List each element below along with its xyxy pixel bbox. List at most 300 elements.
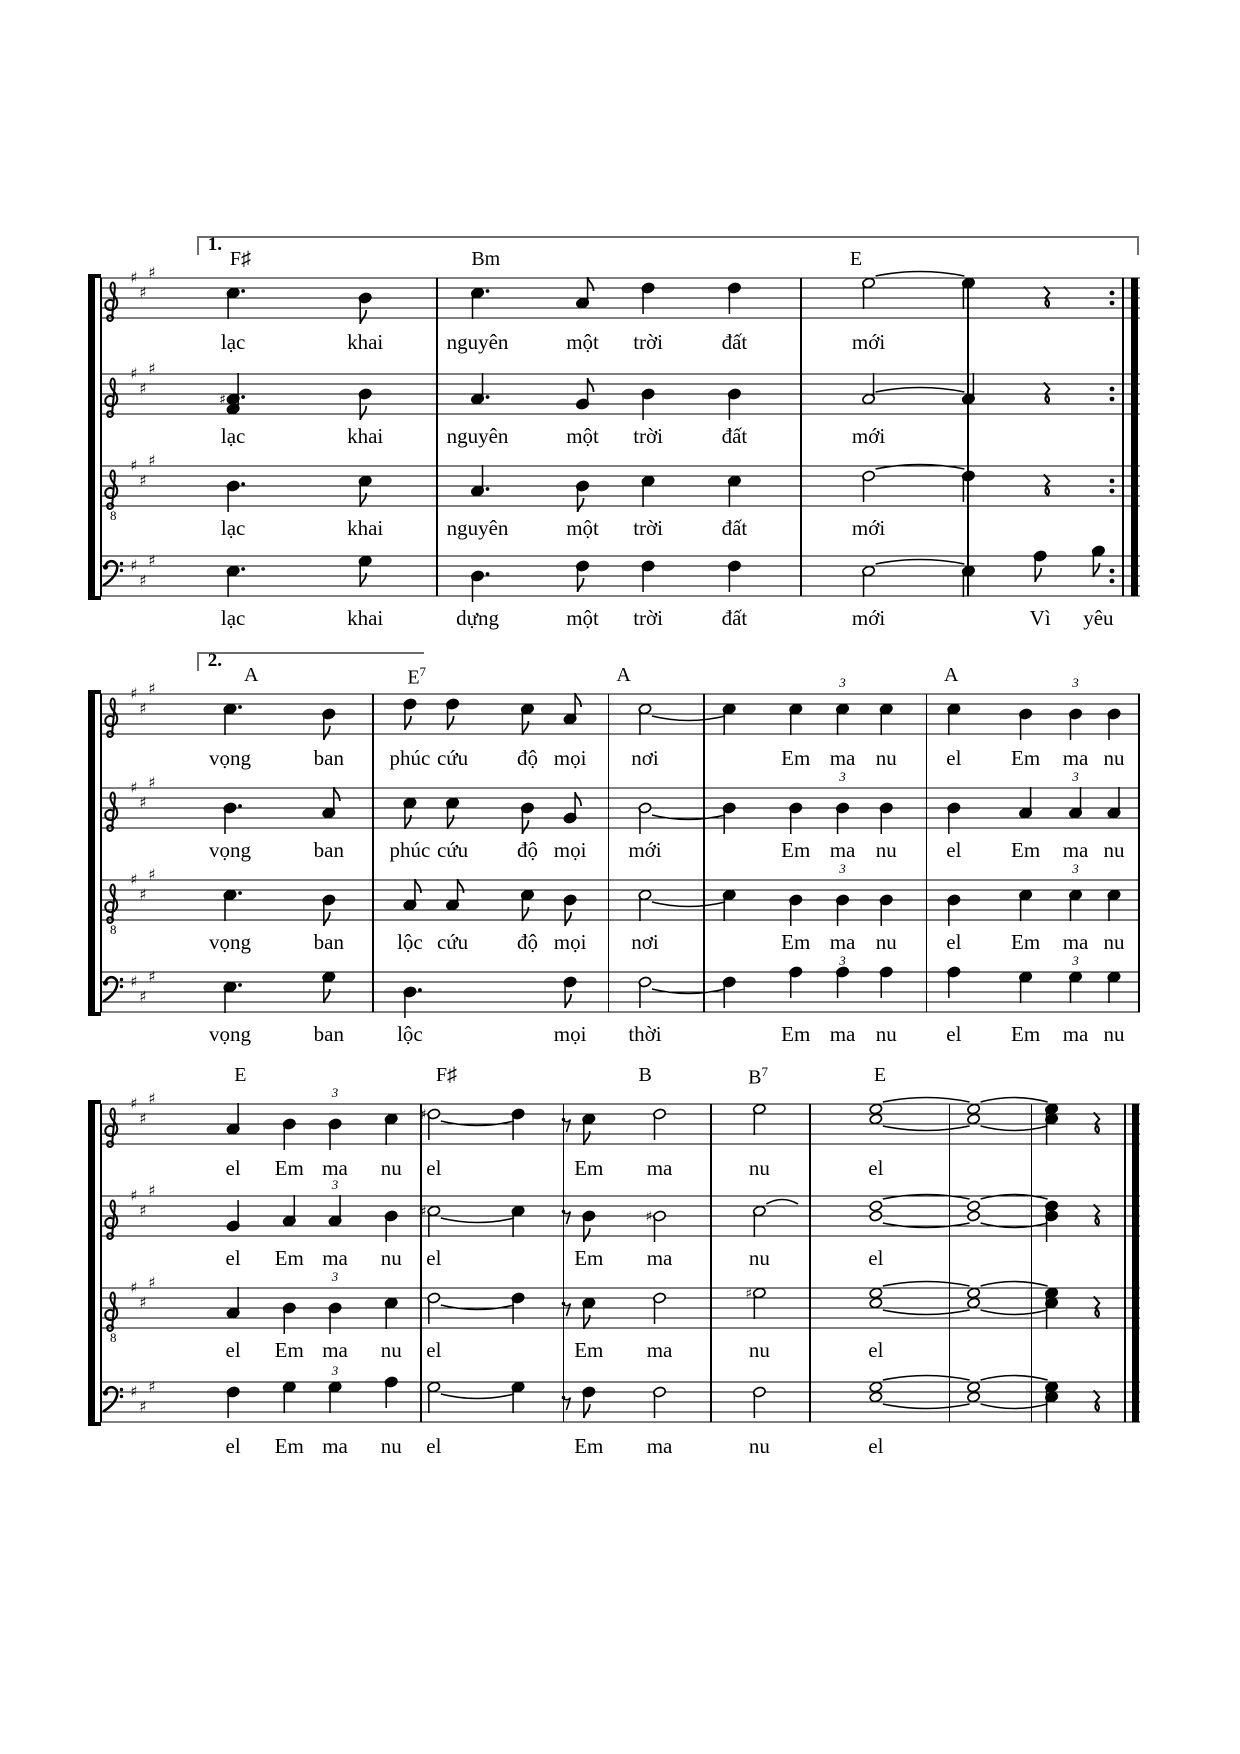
note-icon bbox=[226, 1287, 240, 1319]
lyric-syllable: khai bbox=[347, 330, 384, 354]
triplet-number: 3 bbox=[331, 1363, 339, 1378]
key-signature-sharp-icon: ♯ bbox=[148, 359, 156, 378]
system-bracket bbox=[88, 694, 95, 1012]
lyric-syllable: nguyên bbox=[446, 516, 509, 540]
lyrics-row bbox=[100, 1338, 1140, 1368]
lyric-syllable: vọng bbox=[209, 746, 251, 770]
lyric-syllable: Em bbox=[781, 930, 811, 954]
lyric-syllable: một bbox=[566, 424, 599, 448]
lyric-syllable: el bbox=[868, 1246, 884, 1270]
note-icon bbox=[420, 1204, 441, 1237]
staff bbox=[100, 953, 1140, 1014]
lyrics-row bbox=[100, 1156, 1140, 1186]
key-signature-sharp-icon: ♯ bbox=[139, 885, 147, 904]
lyric-syllable: trời bbox=[633, 424, 663, 448]
key-signature-sharp-icon: ♯ bbox=[148, 773, 156, 792]
note-icon bbox=[563, 693, 581, 725]
key-signature-sharp-icon: ♯ bbox=[139, 379, 147, 398]
lyric-syllable: Em bbox=[274, 1156, 304, 1180]
lyric-syllable: phúc bbox=[389, 838, 431, 862]
note-icon bbox=[869, 1200, 883, 1222]
staff bbox=[100, 769, 1140, 830]
key-signature-sharp-icon: ♯ bbox=[139, 471, 147, 490]
lyric-syllable: ma bbox=[1062, 1022, 1089, 1046]
lyric-syllable: nu bbox=[380, 1338, 402, 1362]
note-icon bbox=[1019, 971, 1033, 1003]
chord-symbol: E bbox=[234, 1064, 247, 1086]
volta-bracket bbox=[197, 236, 1139, 255]
tie-slur bbox=[981, 1195, 1048, 1200]
tie-slur bbox=[876, 388, 965, 393]
lyrics-row bbox=[100, 838, 1140, 868]
note-icon bbox=[962, 277, 976, 309]
key-signature-sharp-icon: ♯ bbox=[148, 679, 156, 698]
lyric-syllable: ma bbox=[322, 1338, 348, 1362]
note-icon bbox=[446, 879, 464, 911]
lyric-syllable: độ bbox=[516, 746, 538, 770]
lyric-syllable: nu bbox=[748, 1434, 770, 1458]
lyric-syllable: ban bbox=[313, 1022, 344, 1046]
lyric-syllable: đất bbox=[721, 606, 748, 630]
lyric-syllable: ma bbox=[1062, 746, 1089, 770]
lyric-syllable: Em bbox=[274, 1338, 304, 1362]
bass-clef-icon bbox=[103, 1387, 123, 1411]
staff bbox=[100, 263, 1140, 320]
tie-slur bbox=[883, 1310, 970, 1315]
lyric-syllable: mới bbox=[851, 516, 886, 540]
note-icon bbox=[358, 475, 372, 507]
lyric-syllable: vọng bbox=[209, 930, 251, 954]
lyric-syllable: cứu bbox=[436, 838, 469, 862]
lyric-syllable: đất bbox=[721, 424, 748, 448]
lyric-syllable: el bbox=[426, 1434, 442, 1458]
note-icon bbox=[1069, 787, 1083, 819]
note-icon bbox=[753, 1205, 767, 1237]
tie-slur bbox=[652, 902, 725, 907]
note-icon bbox=[427, 1381, 441, 1413]
lyric-syllable: lộc bbox=[397, 930, 423, 954]
key-signature-sharp-icon: ♯ bbox=[139, 1109, 147, 1128]
tie-slur bbox=[876, 560, 965, 565]
lyric-syllable: Em bbox=[1011, 838, 1041, 862]
volta-label: 1. bbox=[207, 234, 222, 255]
quarter-rest-icon bbox=[1094, 1205, 1099, 1225]
note-icon bbox=[962, 565, 976, 597]
chord-symbol: A bbox=[616, 664, 631, 686]
note-icon bbox=[521, 703, 535, 735]
lyric-syllable: lạc bbox=[220, 516, 246, 540]
lyrics-row bbox=[100, 516, 1140, 546]
lyric-syllable: nu bbox=[380, 1156, 402, 1180]
tie-slur bbox=[652, 716, 725, 721]
note-icon bbox=[862, 373, 876, 405]
staff bbox=[100, 1363, 1140, 1424]
sharp-accidental-icon: ♯ bbox=[745, 1286, 753, 1302]
tie-slur bbox=[441, 1218, 514, 1223]
lyric-syllable: Em bbox=[781, 1022, 811, 1046]
tie-slur bbox=[883, 1126, 970, 1131]
tie-slur bbox=[883, 1404, 970, 1409]
chord-symbol: $B^7$ bbox=[748, 1064, 768, 1089]
lyric-syllable: lạc bbox=[220, 424, 246, 448]
lyric-syllable: Em bbox=[1011, 746, 1041, 770]
lyric-syllable: đất bbox=[721, 330, 748, 354]
eighth-rest-icon bbox=[562, 1302, 571, 1316]
note-icon bbox=[947, 703, 961, 735]
lyric-syllable: trời bbox=[633, 516, 663, 540]
note-icon bbox=[223, 703, 242, 735]
lyric-syllable: Em bbox=[1011, 1022, 1041, 1046]
lyric-syllable: ma bbox=[829, 838, 856, 862]
lyric-syllable: ma bbox=[646, 1246, 673, 1270]
system-bracket bbox=[88, 278, 95, 596]
eighth-rest-icon bbox=[562, 1396, 571, 1410]
lyric-syllable: ma bbox=[646, 1434, 673, 1458]
key-signature-sharp-icon: ♯ bbox=[148, 551, 156, 570]
tie-slur bbox=[876, 465, 965, 470]
lyric-syllable: Em bbox=[781, 746, 811, 770]
tie-slur bbox=[441, 1394, 514, 1399]
note-icon bbox=[322, 971, 336, 1003]
lyric-syllable: Em bbox=[274, 1434, 304, 1458]
lyric-syllable: phúc bbox=[389, 746, 431, 770]
key-signature-sharp-icon: ♯ bbox=[148, 263, 156, 282]
staff bbox=[100, 1085, 1140, 1146]
key-signature-sharp-icon: ♯ bbox=[130, 972, 138, 991]
lyric-syllable: lạc bbox=[220, 330, 246, 354]
triplet-number: 3 bbox=[1072, 675, 1079, 690]
lyric-syllable: Em bbox=[574, 1338, 604, 1362]
tie-slur bbox=[883, 1223, 970, 1228]
lyrics-row bbox=[100, 1434, 1140, 1464]
triplet-number: 3 bbox=[331, 1085, 339, 1100]
note-icon bbox=[862, 277, 876, 309]
lyric-syllable: mọi bbox=[553, 838, 587, 862]
triplet-number: 3 bbox=[1072, 953, 1079, 968]
lyric-syllable: nu bbox=[875, 1022, 897, 1046]
quarter-rest-icon bbox=[1094, 1391, 1099, 1411]
note-icon bbox=[384, 1113, 398, 1145]
quarter-rest-icon bbox=[1044, 287, 1049, 307]
note-icon bbox=[1092, 545, 1106, 577]
lyric-syllable: cứu bbox=[436, 930, 469, 954]
lyric-syllable: el bbox=[946, 1022, 962, 1046]
key-signature-sharp-icon: ♯ bbox=[139, 987, 147, 1006]
system-1 bbox=[100, 236, 1140, 650]
lyric-syllable: nu bbox=[875, 746, 897, 770]
lyric-syllable: el bbox=[426, 1156, 442, 1180]
eighth-rest-icon bbox=[562, 1118, 571, 1132]
note-icon bbox=[862, 565, 876, 597]
octave-8-label: 8 bbox=[110, 1330, 117, 1345]
lyric-syllable: nu bbox=[875, 838, 897, 862]
triplet-number: 3 bbox=[839, 861, 846, 876]
note-icon bbox=[511, 1205, 525, 1237]
lyric-syllable: Em bbox=[574, 1246, 604, 1270]
note-icon bbox=[1069, 889, 1083, 921]
triplet-number: 3 bbox=[839, 675, 846, 690]
quarter-rest-icon bbox=[1094, 1297, 1099, 1317]
key-signature-sharp-icon: ♯ bbox=[130, 556, 138, 575]
lyric-syllable: mới bbox=[628, 838, 662, 862]
tie-slur bbox=[981, 1310, 1048, 1315]
note-icon bbox=[576, 277, 594, 309]
key-signature-sharp-icon: ♯ bbox=[130, 1278, 138, 1297]
note-icon bbox=[471, 287, 490, 319]
chord-symbol: F♯ bbox=[435, 1064, 457, 1086]
lyric-syllable: mới bbox=[851, 424, 886, 448]
tie-slur bbox=[652, 989, 725, 994]
lyric-syllable: vọng bbox=[209, 838, 251, 862]
key-signature-sharp-icon: ♯ bbox=[139, 793, 147, 812]
note-icon bbox=[962, 373, 976, 405]
tie-slur bbox=[652, 815, 725, 820]
note-icon bbox=[582, 1113, 596, 1145]
chord-symbol: A bbox=[244, 664, 259, 686]
note-icon bbox=[722, 889, 736, 921]
tie-slur bbox=[883, 1098, 970, 1103]
note-icon bbox=[1019, 787, 1033, 819]
note-icon bbox=[1107, 787, 1121, 819]
lyric-syllable: yêu bbox=[1083, 606, 1114, 630]
lyric-syllable: nơi bbox=[631, 930, 659, 954]
lyric-syllable: Vì bbox=[1029, 606, 1051, 630]
lyric-syllable: el bbox=[225, 1246, 241, 1270]
key-signature-sharp-icon: ♯ bbox=[130, 1382, 138, 1401]
triplet-number: 3 bbox=[839, 769, 846, 784]
key-signature-sharp-icon: ♯ bbox=[148, 865, 156, 884]
staff bbox=[100, 1269, 1140, 1345]
lyric-syllable: Em bbox=[1011, 930, 1041, 954]
staff bbox=[100, 551, 1140, 598]
lyrics-row bbox=[100, 606, 1140, 636]
key-signature-sharp-icon: ♯ bbox=[148, 1273, 156, 1292]
lyrics-row bbox=[100, 424, 1140, 454]
lyric-syllable: nu bbox=[1103, 746, 1125, 770]
chord-symbol: E bbox=[873, 1064, 887, 1086]
triplet-number: 3 bbox=[1072, 769, 1079, 784]
key-signature-sharp-icon: ♯ bbox=[130, 870, 138, 889]
lyric-syllable: đất bbox=[721, 516, 748, 540]
tie-slur bbox=[981, 1404, 1048, 1409]
key-signature-sharp-icon: ♯ bbox=[139, 1293, 147, 1312]
note-icon bbox=[282, 1195, 296, 1227]
lyric-syllable: ban bbox=[313, 930, 344, 954]
lyric-syllable: ma bbox=[322, 1156, 348, 1180]
bass-clef-icon bbox=[103, 977, 123, 1001]
tie-slur bbox=[981, 1126, 1048, 1131]
lyric-syllable: el bbox=[426, 1338, 442, 1362]
triplet-number: 3 bbox=[1072, 861, 1079, 876]
note-icon bbox=[403, 797, 417, 829]
lyric-syllable: nơi bbox=[631, 746, 659, 770]
lyric-syllable: el bbox=[946, 838, 962, 862]
tie-slur bbox=[883, 1282, 970, 1287]
staff bbox=[100, 1177, 1140, 1238]
lyric-syllable: el bbox=[225, 1434, 241, 1458]
lyric-syllable: ma bbox=[646, 1338, 673, 1362]
lyric-syllable: el bbox=[225, 1156, 241, 1180]
octave-8-label: 8 bbox=[110, 508, 117, 523]
lyric-syllable: el bbox=[426, 1246, 442, 1270]
lyric-syllable: el bbox=[868, 1434, 884, 1458]
lyric-syllable: ma bbox=[829, 746, 856, 770]
lyric-syllable: mới bbox=[851, 606, 886, 630]
note-icon bbox=[582, 1297, 596, 1329]
note-icon bbox=[641, 475, 655, 507]
tie-slur bbox=[981, 1223, 1048, 1228]
lyric-syllable: dựng bbox=[456, 606, 499, 630]
system-bracket bbox=[88, 1104, 95, 1422]
key-signature-sharp-icon: ♯ bbox=[130, 268, 138, 287]
sharp-accidental-icon: ♯ bbox=[419, 1204, 427, 1220]
lyric-syllable: ban bbox=[313, 838, 344, 862]
lyric-syllable: nu bbox=[1103, 930, 1125, 954]
lyric-syllable: thời bbox=[628, 1022, 662, 1046]
lyric-syllable: ma bbox=[322, 1246, 348, 1270]
quarter-rest-icon bbox=[1044, 475, 1049, 495]
note-icon bbox=[753, 1103, 767, 1135]
chord-symbol: F♯ bbox=[229, 248, 252, 270]
note-icon bbox=[879, 703, 893, 735]
lyric-syllable: el bbox=[868, 1338, 884, 1362]
lyric-syllable: nguyên bbox=[446, 330, 509, 354]
lyric-syllable: nu bbox=[748, 1156, 770, 1180]
lyric-syllable: nguyên bbox=[446, 424, 509, 448]
tie-slur bbox=[981, 1098, 1048, 1103]
lyric-syllable: một bbox=[566, 330, 599, 354]
note-icon bbox=[836, 703, 850, 735]
key-signature-sharp-icon: ♯ bbox=[139, 699, 147, 718]
lyrics-row bbox=[100, 1022, 1140, 1052]
note-icon bbox=[967, 1200, 981, 1222]
lyric-syllable: vọng bbox=[209, 1022, 251, 1046]
eighth-rest-icon bbox=[562, 1210, 571, 1224]
note-icon bbox=[1069, 971, 1083, 1003]
note-icon bbox=[511, 1381, 525, 1413]
key-signature-sharp-icon: ♯ bbox=[130, 778, 138, 797]
key-signature-sharp-icon: ♯ bbox=[148, 1089, 156, 1108]
lyric-syllable: el bbox=[868, 1156, 884, 1180]
note-icon bbox=[471, 465, 490, 497]
lyric-syllable: nu bbox=[748, 1246, 770, 1270]
note-icon bbox=[223, 981, 242, 1013]
note-icon bbox=[728, 475, 742, 507]
system-2 bbox=[100, 652, 1140, 1066]
lyric-syllable: mọi bbox=[553, 930, 587, 954]
lyric-syllable: Em bbox=[574, 1156, 604, 1180]
volta-label: 2. bbox=[207, 650, 222, 671]
lyric-syllable: ban bbox=[313, 746, 344, 770]
key-signature-sharp-icon: ♯ bbox=[139, 1397, 147, 1416]
lyric-syllable: ma bbox=[646, 1156, 673, 1180]
note-icon bbox=[1019, 889, 1033, 921]
chord-symbol: $E^7$ bbox=[407, 664, 427, 689]
key-signature-sharp-icon: ♯ bbox=[148, 451, 156, 470]
lyric-syllable: Em bbox=[574, 1434, 604, 1458]
note-icon bbox=[226, 565, 245, 597]
lyric-syllable: ma bbox=[829, 1022, 856, 1046]
tie-slur bbox=[766, 1200, 798, 1205]
lyric-syllable: el bbox=[946, 746, 962, 770]
sharp-accidental-icon: ♯ bbox=[645, 1209, 653, 1225]
lyric-syllable: lộc bbox=[397, 1022, 423, 1046]
chord-symbol: A bbox=[943, 664, 959, 686]
key-signature-sharp-icon: ♯ bbox=[139, 283, 147, 302]
tie-slur bbox=[441, 1121, 514, 1126]
quarter-rest-icon bbox=[1044, 383, 1049, 403]
sharp-accidental-icon: ♯ bbox=[419, 1107, 427, 1123]
key-signature-sharp-icon: ♯ bbox=[148, 1181, 156, 1200]
lyric-syllable: một bbox=[566, 516, 599, 540]
lyrics-row bbox=[100, 930, 1140, 960]
lyric-syllable: cứu bbox=[436, 746, 469, 770]
lyric-syllable: một bbox=[566, 606, 599, 630]
lyric-syllable: mọi bbox=[553, 1022, 587, 1046]
lyric-syllable: el bbox=[225, 1338, 241, 1362]
triplet-number: 3 bbox=[331, 1269, 339, 1284]
note-icon bbox=[789, 703, 803, 735]
key-signature-sharp-icon: ♯ bbox=[130, 456, 138, 475]
key-signature-sharp-icon: ♯ bbox=[148, 1377, 156, 1396]
system-3 bbox=[100, 1062, 1140, 1486]
key-signature-sharp-icon: ♯ bbox=[148, 967, 156, 986]
lyric-syllable: nu bbox=[875, 930, 897, 954]
chord-symbol: B bbox=[638, 1064, 652, 1086]
lyric-syllable: nu bbox=[380, 1434, 402, 1458]
note-icon bbox=[638, 889, 652, 921]
note-icon bbox=[226, 1103, 240, 1135]
note-icon bbox=[638, 703, 652, 735]
lyric-syllable: nu bbox=[748, 1338, 770, 1362]
quarter-rest-icon bbox=[1094, 1113, 1099, 1133]
sharp-accidental-icon: ♯ bbox=[219, 392, 226, 408]
chord-symbol: E bbox=[849, 248, 863, 270]
staff bbox=[100, 359, 1140, 416]
lyric-syllable: nu bbox=[380, 1246, 402, 1270]
octave-8-label: 8 bbox=[110, 922, 117, 937]
tie-slur bbox=[441, 1305, 514, 1310]
lyric-syllable: ma bbox=[1062, 930, 1089, 954]
note-icon bbox=[384, 1297, 398, 1329]
lyric-syllable: ma bbox=[829, 930, 856, 954]
note-icon bbox=[403, 879, 421, 911]
lyric-syllable: độ bbox=[516, 930, 538, 954]
note-icon bbox=[745, 1286, 766, 1319]
lyrics-row bbox=[100, 1246, 1140, 1276]
lyric-syllable: nu bbox=[1103, 1022, 1125, 1046]
lyric-syllable: trời bbox=[633, 330, 663, 354]
volta-bracket bbox=[197, 652, 425, 671]
lyric-syllable: ma bbox=[1062, 838, 1089, 862]
triplet-number: 3 bbox=[839, 953, 846, 968]
tie-slur bbox=[883, 1195, 970, 1200]
staff bbox=[100, 861, 1140, 937]
tie-slur bbox=[981, 1376, 1048, 1381]
note-icon bbox=[1107, 889, 1121, 921]
chord-symbol: Bm bbox=[471, 248, 501, 270]
tie-slur bbox=[883, 1376, 970, 1381]
key-signature-sharp-icon: ♯ bbox=[130, 1186, 138, 1205]
note-icon bbox=[223, 889, 242, 921]
key-signature-sharp-icon: ♯ bbox=[130, 684, 138, 703]
lyrics-row bbox=[100, 746, 1140, 776]
tie-slur bbox=[981, 1282, 1048, 1287]
tie-slur bbox=[876, 272, 965, 277]
lyric-syllable: khai bbox=[347, 424, 384, 448]
triplet-number: 3 bbox=[331, 1177, 339, 1192]
lyric-syllable: Em bbox=[274, 1246, 304, 1270]
